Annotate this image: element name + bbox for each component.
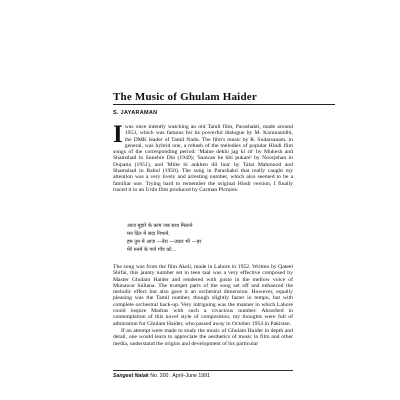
article-title: The Music of Ghulam Haider bbox=[113, 91, 257, 103]
article-author: S. JAYARAMAN bbox=[113, 110, 158, 116]
page-footer bbox=[113, 373, 210, 379]
paragraph-akeli: The song was from the film Akeli, made in Lahore in 1952. Written by Qateel Shifai, this jaunty number set in teen taal was a very effective composed by Master Ghulam Haider and rendered with gusto in the mellow voice of Munawar Sultana. The trumpet parts of the song set off and enhanced the melodic effect but also gave it an orchestral dimension. However, equally pleasing was the Tamil number, though slightly faster in tempo, but with complete orchestral back-up. Very intriguing was the manner in which Lahore could inspire Madras with such a vivacious number. Absorbed in contemplation of this novel style of composition, my thoughts were full of admiration for Ghulam Haider, who passed away in October 1954 in Pakistan. bbox=[113, 264, 293, 327]
title-rule bbox=[113, 104, 335, 105]
paragraph-intro bbox=[113, 124, 293, 216]
paragraph-study: If an attempt were made to study the music of Ghulam Haider in depth and detail, one would learn to appreciate the aesthetics of music in film and other media, understand the origins and development of his particular bbox=[113, 327, 293, 347]
verse-line: आज मुहारे के काम जब साथ मिलाने bbox=[127, 223, 193, 229]
song-verse bbox=[127, 222, 277, 254]
footer-rule bbox=[113, 370, 293, 371]
verse-line: हम तुम में आज —तेरा —उधार भी —हर bbox=[127, 239, 202, 245]
issue-info: No. 200 : April–June 1991 bbox=[150, 373, 210, 379]
body-text bbox=[113, 264, 293, 364]
verse-line: मेरे मनमें के गाने गाँव को... bbox=[127, 247, 177, 253]
paragraph-intro-text: was once intently watching an old Tamil film, Parashakti, made around 1953, which was famous for its powerful dialogue by M. Karunanidhi, the DMK leader of Tamil Nadu. The film's music by R. Sudarsanam, in general, was hybrid one, a rehash of the melodies of popular Hindi film songs of the corresponding period: 'Maine dekhi jag ki rit' by Mukesh and Shamshad in Sunehre Din (1949); 'Saawan ke bhi pukare' by Noorjehan in Dopatta (1951), and 'Milte hi ankhen dil hua' by Talat Mahmood and Shamshad in Babul (1950). The song in Parashakti that really caught my attention was a very lively and arresting number, which also seemed to be a familiar one. Trying hard to remember the original Hindi version, I finally traced it to an Urdu film produced by Carman Pictures. bbox=[113, 124, 293, 193]
drop-cap: I bbox=[113, 124, 123, 148]
verse-line: मन दिल में सदा निभाने, bbox=[127, 231, 171, 237]
journal-name: Sangeet Natak bbox=[113, 373, 149, 379]
